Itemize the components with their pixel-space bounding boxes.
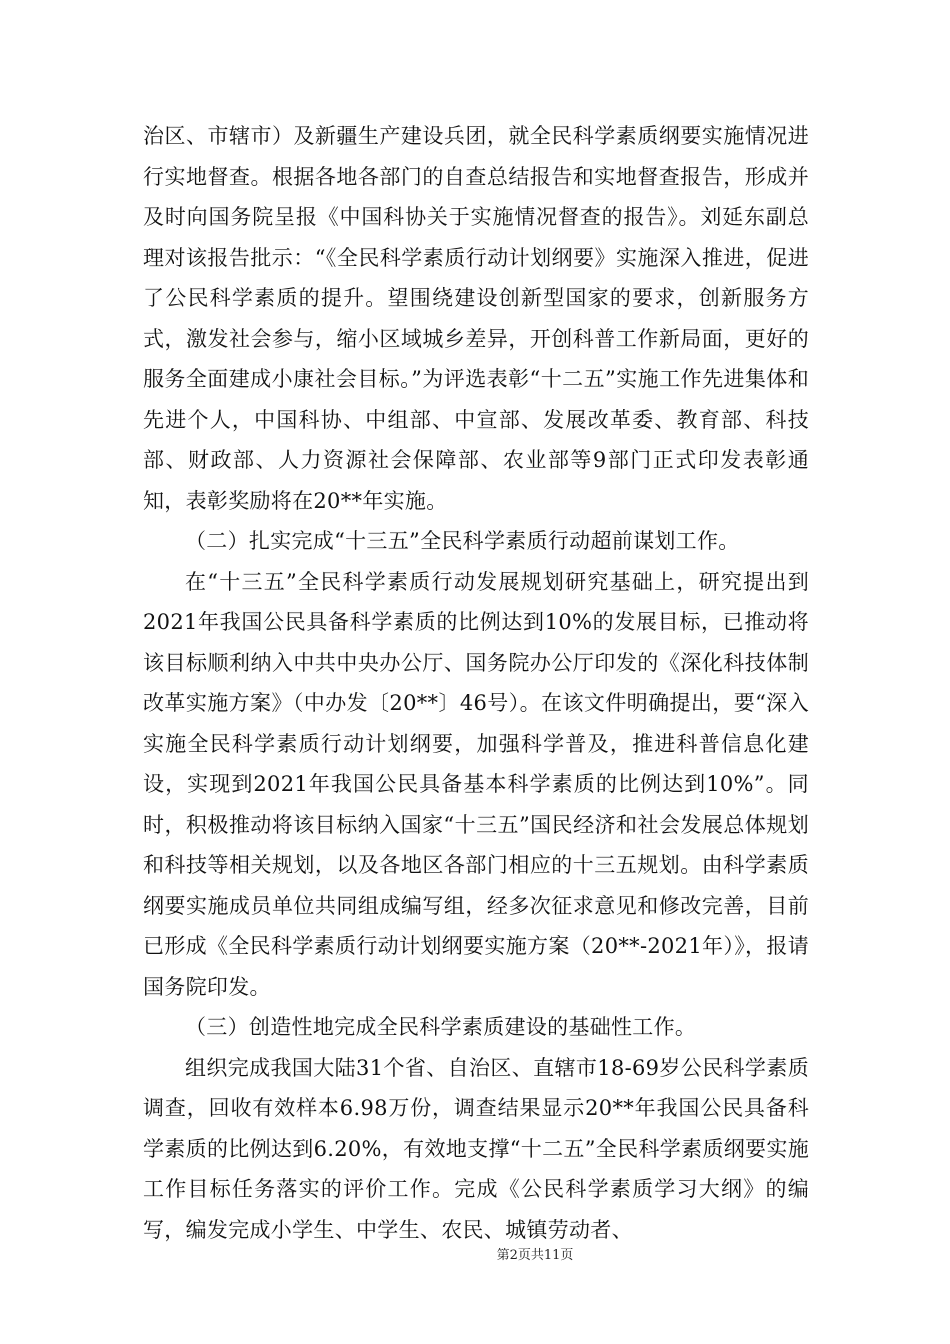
paragraph-13th-five-year-plan: 在“十三五”全民科学素质行动发展规划研究基础上，研究提出到2021年我国公民具备科学素质的比例达到10%的发展目标，已推动将该目标顺利纳入中共中央办公厅、国务院办公厅印发的《深化科技体制改革实施方案》（中办发〔20**〕46号）。在该文件明确提出，要“深入实施全民科学素质行动计划纲要，加强科学普及，推进科普信息化建设，实现到2021年我国公民具备基本科学素质的比例达到10%”。同时，积极推动将该目标纳入国家“十三五”国民经济和社会发展总体规划和科技等相关规划，以及各地区各部门相应的十三五规划。由科学素质纲要实施成员单位共同组成编写组，经多次征求意见和修改完善，目前已形成《全民科学素质行动计划纲要实施方案（20**-2021年）》，报请国务院印发。 [143, 569, 809, 999]
paragraph-foundation-work: 组织完成我国大陆31个省、自治区、直辖市18-69岁公民科学素质调查，回收有效样本6.98万份，调查结果显示20**年我国公民具备科学素质的比例达到6.20%，有效地支撑“十二五”全民科学素质纲要实施工作目标任务落实的评价工作。完成《公民科学素质学习大纲》的编写，编发完成小学生、中学生、农民、城镇劳动者、 [143, 1055, 809, 1242]
page-footer [0, 1244, 950, 1263]
section-heading-3: （三）创造性地完成全民科学素质建设的基础性工作。 [185, 1015, 697, 1039]
paragraph-inspection-report: 治区、市辖市）及新疆生产建设兵团，就全民科学素质纲要实施情况进行实地督查。根据各地各部门的自查总结报告和实地督查报告，形成并及时向国务院呈报《中国科协关于实施情况督查的报告》。刘延东副总理对该报告批示：“《全民科学素质行动计划纲要》实施深入推进，促进了公民科学素质的提升。望围绕建设创新型国家的要求，创新服务方式，激发社会参与，缩小区域城乡差异，开创科普工作新局面，更好的服务全面建成小康社会目标。”为评选表彰“十二五”实施工作先进集体和先进个人，中国科协、中组部、中宣部、发展改革委、教育部、科技部、财政部、人力资源社会保障部、农业部等9部门正式印发表彰通知，表彰奖励将在20**年实施。 [143, 124, 809, 513]
document-body [143, 116, 809, 1250]
section-heading-2: （二）扎实完成“十三五”全民科学素质行动超前谋划工作。 [185, 529, 740, 553]
page-number: 第2页共11页 [496, 1248, 574, 1263]
